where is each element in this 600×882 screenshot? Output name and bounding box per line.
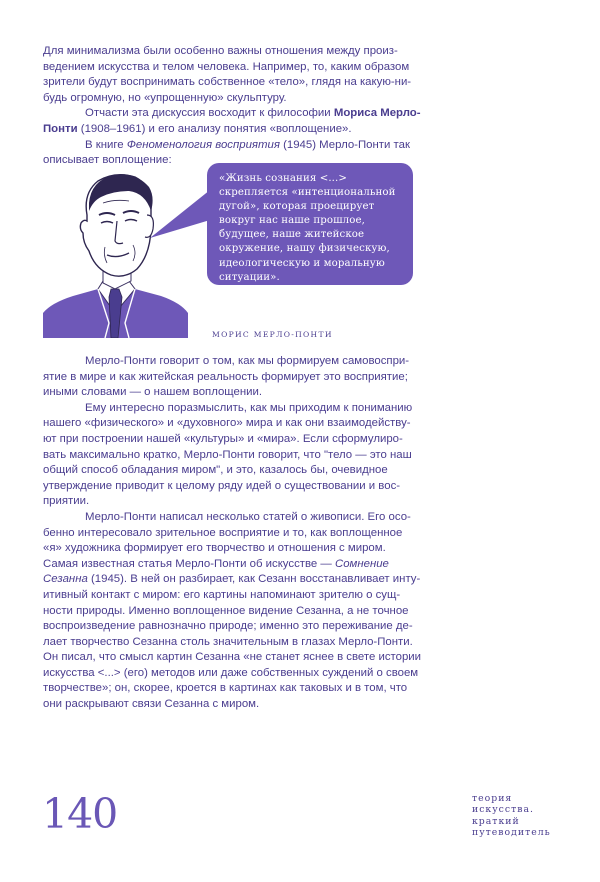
text-line: нашего «физического» и «духовного» мира и как они взаимодейству-: [43, 417, 411, 430]
text-span: Самая известная статья Мерло-Понти об искусстве —: [43, 557, 335, 570]
text-line: утверждение приводит к целому ряду идей о существовании и вос-: [43, 479, 401, 492]
body-paragraph-3-cont: [43, 557, 447, 713]
book-title-line: краткий: [472, 815, 520, 827]
text-line: зрители будут воспринимать собственное «тело», глядя на какую-ни-: [43, 76, 412, 89]
book-title-line: искусства.: [472, 804, 534, 816]
text-span: (1908–1961) и его анализу понятия «воплощение».: [77, 122, 352, 135]
quote-line: вокруг нас наше прошлое,: [219, 215, 365, 227]
quote-line: будущее, наше житейское: [219, 229, 365, 241]
book-title-italic: Феноменология восприятия: [126, 138, 280, 151]
text-span: Отчасти эта дискуссия восходит к философии: [85, 107, 334, 120]
text-line: Мерло-Понти написал несколько статей о живописи. Его осо-: [85, 510, 411, 523]
text-line: итивный контакт с миром: его картины напоминают зрителю о сущ-: [43, 588, 401, 601]
quote-text: [219, 172, 405, 285]
intro-text: [43, 44, 447, 169]
article-title-italic: Сомнение: [334, 557, 389, 570]
philosopher-name: Мориса Мерло-Понти: [43, 107, 421, 135]
text-line: воспроизведение равнозначно природе; именно это переживание де-: [43, 620, 413, 633]
book-title-line: теория: [472, 793, 513, 804]
illustration-caption: МОРИС МЕРЛО-ПОНТИ: [212, 330, 333, 339]
text-span: описывает воплощение:: [43, 154, 172, 167]
text-line: приятии.: [43, 495, 90, 508]
text-line: ют при построении нашей «культуры» и «мира». Если сформулиро-: [43, 432, 403, 445]
quote-line: дугой», которая проецирует: [219, 201, 375, 213]
text-line: Мерло-Понти говорит о том, как мы формируем самовоспри-: [85, 355, 410, 367]
text-line: ности природы. Именно воплощенное видение Сезанна, а не точное: [43, 604, 409, 617]
text-line: Для минимализма были особенно важны отношения между произ-: [43, 45, 398, 57]
text-line: Ему интересно поразмыслить, как мы приходим к пониманию: [85, 401, 413, 414]
speech-bubble: [207, 163, 413, 285]
text-line: «я» художника формирует его творчество и отношения с миром.: [43, 542, 386, 555]
text-line: лает творчество Сезанна столь значительным в глазах Мерло-Понти.: [43, 635, 413, 648]
body-text: [43, 354, 447, 713]
quote-line: скрепляется «интенциональной: [219, 187, 396, 199]
intro-paragraph-3: [43, 138, 447, 154]
intro-paragraph-1: [43, 44, 447, 106]
text-span: (1945). В ней он разбирает, как Сезанн восстанавливает инту-: [87, 573, 421, 586]
intro-paragraph-2: [43, 106, 447, 137]
text-line: иными словами — о нашем воплощении.: [43, 386, 263, 399]
text-line: искусства <...> (его) методов или даже собственных суждений о своем: [43, 666, 419, 679]
running-book-title: [472, 793, 551, 839]
quote-line: ситуации».: [219, 271, 280, 283]
text-line: ведением искусства и телом человека. Например, то, каким образом: [43, 60, 410, 73]
text-line: Он писал, что смысл картин Сезанна «не станет яснее в свете истории: [43, 651, 422, 664]
text-line: они раскрывают связи Сезанна с миром.: [43, 698, 260, 711]
quote-line: идеологическую и моральную: [219, 257, 385, 269]
text-span: (1945) Мерло-Понти так: [279, 138, 410, 151]
body-paragraph-1: [43, 354, 447, 401]
page-number: 140: [42, 790, 118, 838]
quote-line: «Жизнь сознания <...>: [219, 173, 347, 184]
text-line: бенно интересовало зрительное восприятие и то, как воплощенное: [43, 526, 403, 539]
body-paragraph-3: [43, 510, 447, 557]
text-line: будь огромную, но «упрощенную» скульптуру.: [43, 91, 287, 104]
speech-bubble-tail: [150, 190, 212, 240]
article-title-italic: Сезанна: [43, 573, 88, 586]
text-line: творчестве»; он, скорее, кроется в картинах как таковых и в том, что: [43, 682, 408, 695]
quote-line: окружение, нашу физическую,: [219, 243, 390, 255]
text-line: общий способ обладания миром", и это, казалось бы, очевидное: [43, 464, 388, 477]
text-span: В книге: [85, 138, 127, 151]
book-title-line: путеводитель: [472, 827, 551, 839]
text-line: ятие в мире и как житейская реальность формирует это восприятие;: [43, 370, 408, 383]
text-line: вать максимально кратко, Мерло-Понти говорит, что "тело — это наш: [43, 448, 412, 461]
body-paragraph-2: [43, 401, 447, 510]
